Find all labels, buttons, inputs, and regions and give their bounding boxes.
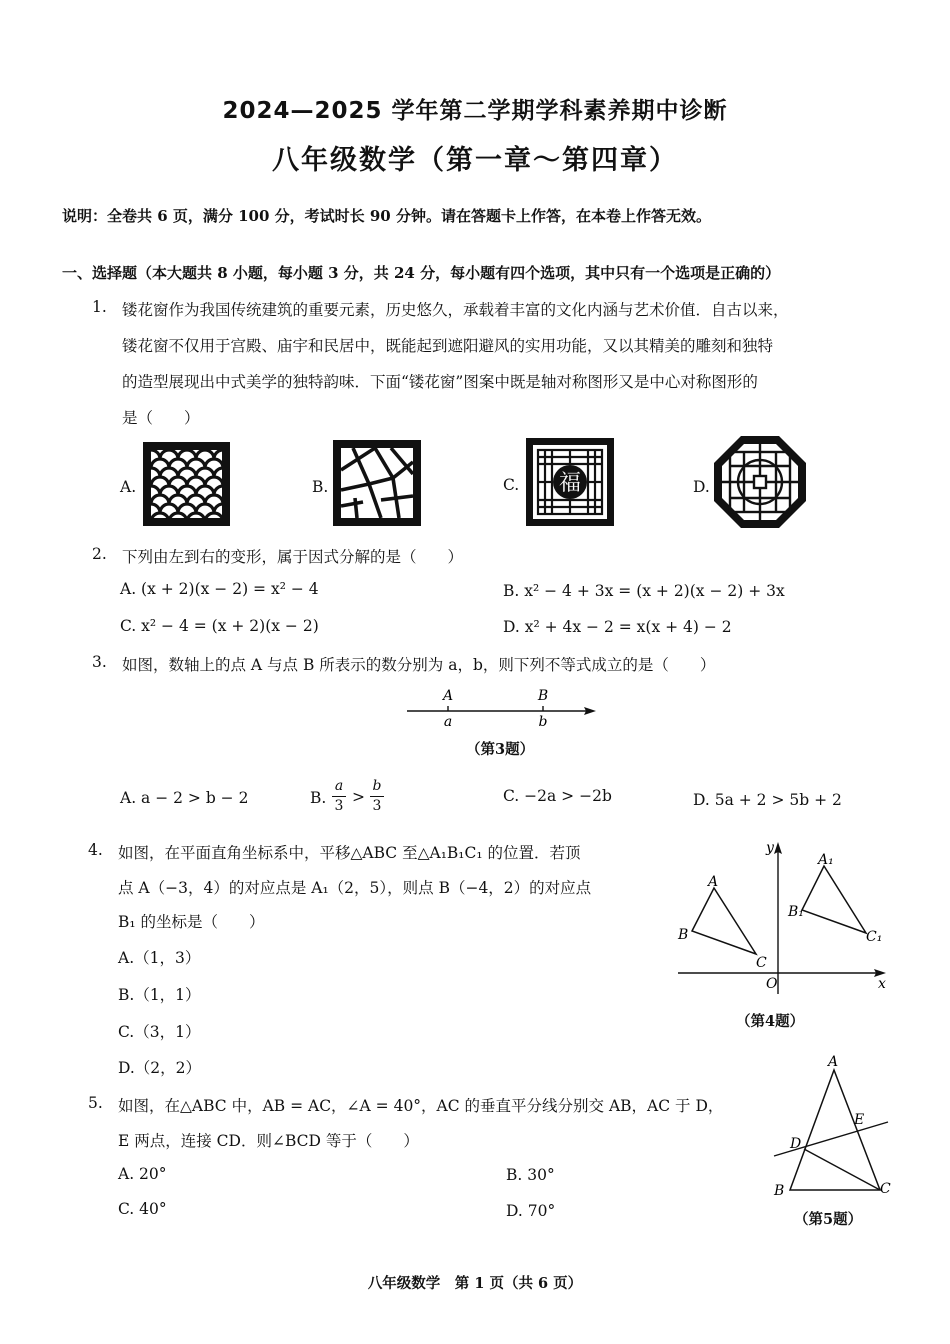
q1-label-c: C. (503, 476, 520, 494)
q2-option-b: B. x² − 4 + 3x = (x + 2)(x − 2) + 3x (503, 582, 785, 600)
vertex-b-label: B (678, 927, 689, 943)
q3-caption: （第3题） (466, 741, 535, 758)
q4-line-3: B₁ 的坐标是（ ） (118, 913, 265, 931)
y-axis-label: y (766, 840, 774, 856)
q1-line-3: 的造型展现出中式美学的独特韵味．下面“镂花窗”图案中既是轴对称图形又是中心对称图形的 (122, 373, 758, 391)
vertex-a-label: A (828, 1054, 839, 1070)
vertex-c-label: C (880, 1181, 891, 1197)
q4-option-c: C.（3，1） (118, 1023, 201, 1041)
svg-text:福: 福 (558, 471, 582, 496)
q1-line-2: 镂花窗不仅用于宫殿、庙宇和民居中，既能起到遮阳避风的实用功能，又以其精美的雕刻和独特 (122, 337, 774, 355)
triangle-abc (692, 888, 756, 954)
q3-option-b-num-a: a (334, 778, 344, 794)
q3-stem: 如图，数轴上的点 A 与点 B 所表示的数分别为 a，b，则下列不等式成立的是（ ） (122, 656, 716, 674)
q4-line-1: 如图，在平面直角坐标系中，平移△ABC 至△A₁B₁C₁ 的位置．若顶 (118, 844, 581, 862)
value-b-label: b (538, 714, 548, 730)
q5-caption: （第5题） (794, 1211, 863, 1228)
q1-window-d-figure (714, 436, 806, 528)
q3-option-c: C. −2a > −2b (503, 787, 612, 805)
section-heading: 一、选择题（本大题共 8 小题，每小题 3 分，共 24 分，每小题有四个选项，其中只有一个选项是正确的） (62, 264, 781, 282)
segment-cd (804, 1149, 880, 1190)
q5-number: 5. (88, 1094, 103, 1112)
q4-option-d: D.（2，2） (118, 1059, 202, 1077)
q3-option-a: A. a − 2 > b − 2 (120, 789, 249, 807)
q1-label-b: B. (312, 478, 329, 496)
q5-option-c: C. 40° (118, 1200, 167, 1218)
q2-option-a: A. (x + 2)(x − 2) = x² − 4 (120, 580, 319, 598)
q2-option-d: D. x² + 4x − 2 = x(x + 4) − 2 (503, 618, 732, 636)
q2-option-c: C. x² − 4 = (x + 2)(x − 2) (120, 617, 319, 635)
q3-option-d: D. 5a + 2 > 5b + 2 (693, 791, 842, 809)
q1-line-1: 镂花窗作为我国传统建筑的重要元素，历史悠久，承载着丰富的文化内涵与艺术价值．自古以来， (122, 301, 789, 319)
q3-option-b-den-1: 3 (334, 798, 344, 814)
point-e-label: E (854, 1112, 865, 1128)
exam-title: 2024—2025 学年第二学期学科素养期中诊断 (222, 98, 728, 124)
vertex-b1-label: B₁ (788, 904, 804, 920)
q1-window-c-figure (526, 438, 614, 526)
vertex-c-label: C (756, 955, 767, 971)
point-b-label: B (537, 688, 549, 704)
q5-triangle-figure (766, 1052, 896, 1202)
q4-option-b: B.（1，1） (118, 986, 201, 1004)
q1-window-a-figure (143, 442, 230, 526)
q5-option-a: A. 20° (118, 1165, 167, 1183)
q1-label-a: A. (120, 478, 137, 496)
origin-label: O (766, 976, 778, 992)
q3-option-b-prefix: B. (310, 789, 327, 807)
q2-number: 2. (92, 545, 107, 563)
exam-subtitle: 八年级数学（第一章～第四章） (272, 145, 678, 176)
q2-stem: 下列由左到右的变形，属于因式分解的是（ ） (122, 548, 464, 566)
triangle-abc (790, 1070, 880, 1190)
q3-option-b-frac-bar-2 (370, 796, 384, 797)
q3-number: 3. (92, 653, 107, 671)
vertex-a1-label: A₁ (818, 852, 834, 868)
x-axis-label: x (878, 976, 886, 992)
value-a-label: a (443, 714, 453, 730)
q5-line-2: E 两点，连接 CD．则∠BCD 等于（ ） (118, 1132, 419, 1150)
point-a-label: A (442, 688, 454, 704)
q4-number: 4. (88, 841, 103, 859)
vertex-b-label: B (774, 1183, 785, 1199)
page-footer: 八年级数学 第 1 页（共 6 页） (367, 1275, 583, 1292)
exam-instructions: 说明：全卷共 6 页，满分 100 分，考试时长 90 分钟。请在答题卡上作答，在本卷上作答无效。 (62, 207, 711, 225)
q1-number: 1. (92, 298, 107, 316)
q4-caption: （第4题） (736, 1013, 805, 1030)
q3-option-b-gt: > (352, 788, 365, 806)
q5-line-1: 如图，在△ABC 中，AB = AC，∠A = 40°，AC 的垂直平分线分别交 AB，AC 于 D， (118, 1097, 724, 1115)
q1-label-d: D. (693, 478, 710, 496)
q5-option-b: B. 30° (506, 1166, 555, 1184)
q3-option-b-frac-bar-1 (332, 796, 346, 797)
point-d-label: D (790, 1136, 802, 1152)
q3-option-b (310, 778, 400, 818)
q4-coordinate-figure (670, 836, 892, 1002)
q3-option-b-den-2: 3 (372, 798, 382, 814)
vertex-c1-label: C₁ (866, 929, 883, 945)
q4-line-2: 点 A（−3，4）的对应点是 A₁（2，5），则点 B（−4，2）的对应点 (118, 879, 592, 897)
triangle-a1b1c1 (802, 866, 866, 933)
q3-number-line-figure (400, 684, 605, 732)
q1-window-b-figure (333, 440, 421, 526)
vertex-a-label: A (708, 874, 719, 890)
q4-option-a: A.（1，3） (118, 949, 201, 967)
q3-option-b-num-b: b (372, 778, 382, 794)
q1-line-4: 是（ ） (122, 409, 200, 427)
q5-option-d: D. 70° (506, 1202, 556, 1220)
